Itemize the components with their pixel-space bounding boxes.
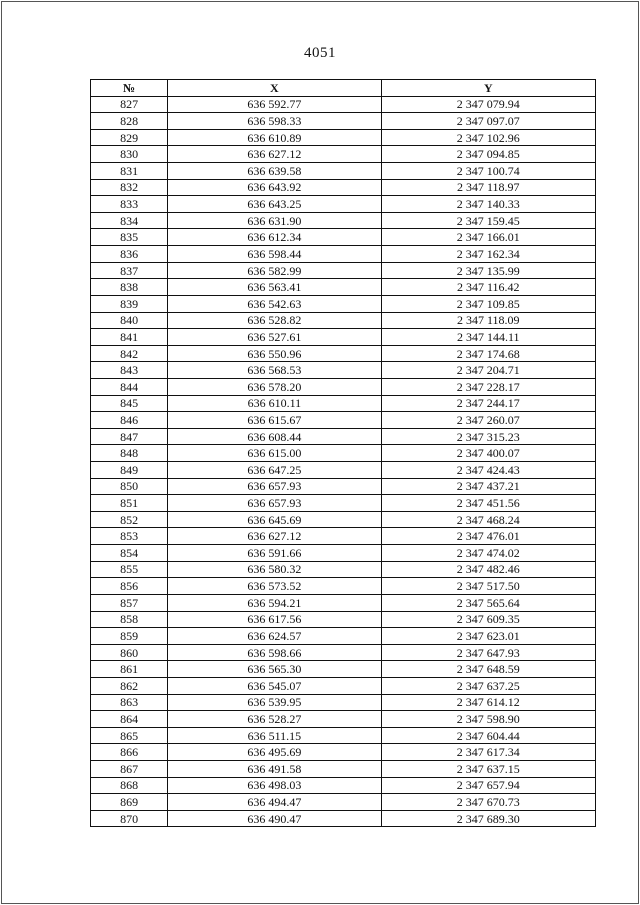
table-row (91, 262, 596, 279)
coordinates-table (90, 79, 596, 827)
y-coordinate-cell: 2 347 162.34 (381, 246, 595, 263)
y-coordinate-cell: 2 347 315.23 (381, 428, 595, 445)
x-coordinate-cell: 636 598.33 (168, 113, 381, 130)
point-number-cell: 836 (91, 246, 168, 263)
point-number-cell: 860 (91, 644, 168, 661)
table-row (91, 229, 596, 246)
y-coordinate-cell: 2 347 623.01 (381, 628, 595, 645)
x-coordinate-cell: 636 528.82 (168, 312, 381, 329)
x-coordinate-cell: 636 528.27 (168, 711, 381, 728)
point-number-cell: 833 (91, 196, 168, 213)
table-row (91, 677, 596, 694)
table-row (91, 279, 596, 296)
table-row (91, 594, 596, 611)
point-number-cell: 858 (91, 611, 168, 628)
table-row (91, 329, 596, 346)
point-number-cell: 853 (91, 528, 168, 545)
x-coordinate-cell: 636 591.66 (168, 545, 381, 562)
y-coordinate-cell: 2 347 144.11 (381, 329, 595, 346)
y-coordinate-cell: 2 347 637.25 (381, 677, 595, 694)
y-coordinate-cell: 2 347 400.07 (381, 445, 595, 462)
x-coordinate-cell: 636 647.25 (168, 462, 381, 479)
y-coordinate-cell: 2 347 118.09 (381, 312, 595, 329)
table-row (91, 179, 596, 196)
y-coordinate-cell: 2 347 474.02 (381, 545, 595, 562)
table-row (91, 611, 596, 628)
x-coordinate-cell: 636 511.15 (168, 727, 381, 744)
x-coordinate-cell: 636 615.00 (168, 445, 381, 462)
point-number-cell: 854 (91, 545, 168, 562)
table-row (91, 810, 596, 827)
point-number-cell: 870 (91, 810, 168, 827)
table-row (91, 644, 596, 661)
point-number-cell: 856 (91, 578, 168, 595)
header-y: Y (381, 80, 595, 97)
point-number-cell: 869 (91, 794, 168, 811)
point-number-cell: 861 (91, 661, 168, 678)
table-row (91, 760, 596, 777)
header-x: X (168, 80, 381, 97)
y-coordinate-cell: 2 347 617.34 (381, 744, 595, 761)
point-number-cell: 855 (91, 561, 168, 578)
header-number: № (91, 80, 168, 97)
point-number-cell: 864 (91, 711, 168, 728)
x-coordinate-cell: 636 527.61 (168, 329, 381, 346)
x-coordinate-cell: 636 624.57 (168, 628, 381, 645)
table-row (91, 628, 596, 645)
point-number-cell: 845 (91, 395, 168, 412)
x-coordinate-cell: 636 539.95 (168, 694, 381, 711)
x-coordinate-cell: 636 608.44 (168, 428, 381, 445)
point-number-cell: 844 (91, 378, 168, 395)
x-coordinate-cell: 636 643.25 (168, 196, 381, 213)
x-coordinate-cell: 636 542.63 (168, 295, 381, 312)
x-coordinate-cell: 636 582.99 (168, 262, 381, 279)
y-coordinate-cell: 2 347 476.01 (381, 528, 595, 545)
table-row (91, 246, 596, 263)
table-row (91, 727, 596, 744)
point-number-cell: 862 (91, 677, 168, 694)
y-coordinate-cell: 2 347 647.93 (381, 644, 595, 661)
point-number-cell: 837 (91, 262, 168, 279)
point-number-cell: 838 (91, 279, 168, 296)
table-row (91, 661, 596, 678)
x-coordinate-cell: 636 598.66 (168, 644, 381, 661)
y-coordinate-cell: 2 347 482.46 (381, 561, 595, 578)
point-number-cell: 865 (91, 727, 168, 744)
point-number-cell: 857 (91, 594, 168, 611)
x-coordinate-cell: 636 563.41 (168, 279, 381, 296)
point-number-cell: 851 (91, 495, 168, 512)
x-coordinate-cell: 636 594.21 (168, 594, 381, 611)
table-row (91, 561, 596, 578)
y-coordinate-cell: 2 347 244.17 (381, 395, 595, 412)
x-coordinate-cell: 636 643.92 (168, 179, 381, 196)
x-coordinate-cell: 636 615.67 (168, 412, 381, 429)
point-number-cell: 832 (91, 179, 168, 196)
table-header-row (91, 80, 596, 97)
point-number-cell: 827 (91, 96, 168, 113)
table-row (91, 478, 596, 495)
y-coordinate-cell: 2 347 648.59 (381, 661, 595, 678)
y-coordinate-cell: 2 347 689.30 (381, 810, 595, 827)
point-number-cell: 835 (91, 229, 168, 246)
table-row (91, 445, 596, 462)
y-coordinate-cell: 2 347 260.07 (381, 412, 595, 429)
point-number-cell: 846 (91, 412, 168, 429)
point-number-cell: 843 (91, 362, 168, 379)
y-coordinate-cell: 2 347 228.17 (381, 378, 595, 395)
table-row (91, 794, 596, 811)
y-coordinate-cell: 2 347 116.42 (381, 279, 595, 296)
y-coordinate-cell: 2 347 140.33 (381, 196, 595, 213)
point-number-cell: 831 (91, 163, 168, 180)
point-number-cell: 852 (91, 511, 168, 528)
table-row (91, 113, 596, 130)
table-row (91, 196, 596, 213)
point-number-cell: 863 (91, 694, 168, 711)
y-coordinate-cell: 2 347 437.21 (381, 478, 595, 495)
point-number-cell: 859 (91, 628, 168, 645)
y-coordinate-cell: 2 347 100.74 (381, 163, 595, 180)
x-coordinate-cell: 636 610.89 (168, 129, 381, 146)
table-row (91, 744, 596, 761)
x-coordinate-cell: 636 639.58 (168, 163, 381, 180)
table-row (91, 295, 596, 312)
y-coordinate-cell: 2 347 135.99 (381, 262, 595, 279)
y-coordinate-cell: 2 347 614.12 (381, 694, 595, 711)
table-row (91, 777, 596, 794)
x-coordinate-cell: 636 545.07 (168, 677, 381, 694)
y-coordinate-cell: 2 347 424.43 (381, 462, 595, 479)
y-coordinate-cell: 2 347 097.07 (381, 113, 595, 130)
point-number-cell: 842 (91, 345, 168, 362)
y-coordinate-cell: 2 347 118.97 (381, 179, 595, 196)
point-number-cell: 866 (91, 744, 168, 761)
table-row (91, 528, 596, 545)
x-coordinate-cell: 636 578.20 (168, 378, 381, 395)
point-number-cell: 828 (91, 113, 168, 130)
table-row (91, 129, 596, 146)
point-number-cell: 839 (91, 295, 168, 312)
point-number-cell: 849 (91, 462, 168, 479)
table-row (91, 462, 596, 479)
table-row (91, 511, 596, 528)
point-number-cell: 847 (91, 428, 168, 445)
table-row (91, 345, 596, 362)
table-row (91, 146, 596, 163)
x-coordinate-cell: 636 610.11 (168, 395, 381, 412)
y-coordinate-cell: 2 347 468.24 (381, 511, 595, 528)
x-coordinate-cell: 636 657.93 (168, 478, 381, 495)
y-coordinate-cell: 2 347 657.94 (381, 777, 595, 794)
table-row (91, 212, 596, 229)
x-coordinate-cell: 636 550.96 (168, 345, 381, 362)
table-row (91, 312, 596, 329)
table-row (91, 694, 596, 711)
x-coordinate-cell: 636 627.12 (168, 528, 381, 545)
x-coordinate-cell: 636 494.47 (168, 794, 381, 811)
x-coordinate-cell: 636 568.53 (168, 362, 381, 379)
x-coordinate-cell: 636 612.34 (168, 229, 381, 246)
table-row (91, 578, 596, 595)
y-coordinate-cell: 2 347 102.96 (381, 129, 595, 146)
table-row (91, 362, 596, 379)
y-coordinate-cell: 2 347 204.71 (381, 362, 595, 379)
y-coordinate-cell: 2 347 598.90 (381, 711, 595, 728)
y-coordinate-cell: 2 347 451.56 (381, 495, 595, 512)
y-coordinate-cell: 2 347 174.68 (381, 345, 595, 362)
table-body (91, 96, 596, 827)
y-coordinate-cell: 2 347 079.94 (381, 96, 595, 113)
x-coordinate-cell: 636 645.69 (168, 511, 381, 528)
table-row (91, 96, 596, 113)
point-number-cell: 867 (91, 760, 168, 777)
y-coordinate-cell: 2 347 166.01 (381, 229, 595, 246)
x-coordinate-cell: 636 617.56 (168, 611, 381, 628)
y-coordinate-cell: 2 347 517.50 (381, 578, 595, 595)
point-number-cell: 840 (91, 312, 168, 329)
x-coordinate-cell: 636 657.93 (168, 495, 381, 512)
point-number-cell: 850 (91, 478, 168, 495)
x-coordinate-cell: 636 598.44 (168, 246, 381, 263)
table-row (91, 378, 596, 395)
point-number-cell: 834 (91, 212, 168, 229)
x-coordinate-cell: 636 627.12 (168, 146, 381, 163)
table-row (91, 545, 596, 562)
table-row (91, 395, 596, 412)
x-coordinate-cell: 636 592.77 (168, 96, 381, 113)
table-row (91, 412, 596, 429)
x-coordinate-cell: 636 491.58 (168, 760, 381, 777)
x-coordinate-cell: 636 631.90 (168, 212, 381, 229)
point-number-cell: 841 (91, 329, 168, 346)
table-row (91, 428, 596, 445)
table-row (91, 711, 596, 728)
x-coordinate-cell: 636 498.03 (168, 777, 381, 794)
x-coordinate-cell: 636 573.52 (168, 578, 381, 595)
table-row (91, 163, 596, 180)
y-coordinate-cell: 2 347 159.45 (381, 212, 595, 229)
y-coordinate-cell: 2 347 670.73 (381, 794, 595, 811)
y-coordinate-cell: 2 347 604.44 (381, 727, 595, 744)
x-coordinate-cell: 636 580.32 (168, 561, 381, 578)
y-coordinate-cell: 2 347 094.85 (381, 146, 595, 163)
point-number-cell: 848 (91, 445, 168, 462)
point-number-cell: 829 (91, 129, 168, 146)
table-row (91, 495, 596, 512)
point-number-cell: 868 (91, 777, 168, 794)
x-coordinate-cell: 636 495.69 (168, 744, 381, 761)
y-coordinate-cell: 2 347 565.64 (381, 594, 595, 611)
page-number: 4051 (304, 45, 336, 61)
y-coordinate-cell: 2 347 609.35 (381, 611, 595, 628)
x-coordinate-cell: 636 490.47 (168, 810, 381, 827)
y-coordinate-cell: 2 347 637.15 (381, 760, 595, 777)
point-number-cell: 830 (91, 146, 168, 163)
y-coordinate-cell: 2 347 109.85 (381, 295, 595, 312)
x-coordinate-cell: 636 565.30 (168, 661, 381, 678)
